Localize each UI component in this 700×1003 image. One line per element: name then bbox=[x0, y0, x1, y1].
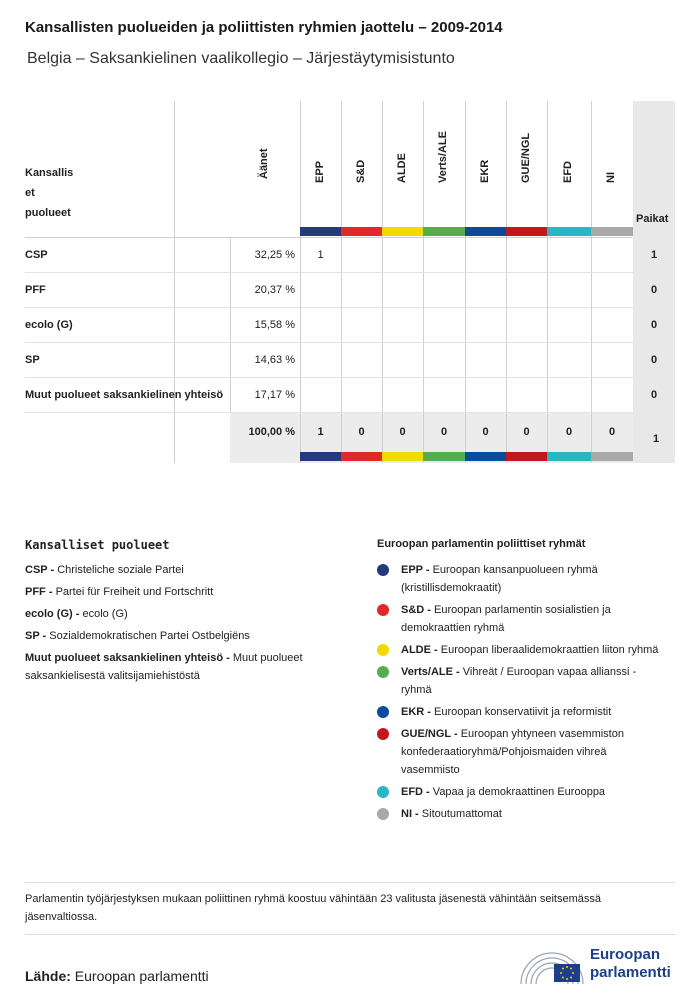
group-color-bar bbox=[341, 227, 382, 236]
group-header-ni: NI bbox=[605, 172, 617, 183]
column-divider bbox=[423, 101, 424, 463]
group-full-name: Euroopan parlamentin sosialistien ja demokraattien ryhmä bbox=[401, 604, 611, 634]
party-full-name: Muut puolueet saksankielisestä valitsijamiehistöstä bbox=[25, 652, 303, 682]
vote-share: 14,63 % bbox=[254, 353, 295, 366]
row-divider bbox=[25, 272, 633, 273]
group-full-name: Sitoutumattomat bbox=[421, 808, 502, 820]
group-color-dot bbox=[377, 604, 389, 616]
party-abbr: SP - bbox=[25, 630, 47, 642]
party-full-name: ecolo (G) bbox=[82, 608, 128, 620]
column-divider bbox=[547, 101, 548, 463]
seats-column-header: Paikat bbox=[636, 213, 669, 225]
group-header-alde: ALDE bbox=[395, 153, 408, 183]
logo-line-2: parlamentti bbox=[590, 964, 671, 981]
group-legend-item bbox=[377, 663, 667, 699]
party-legend-title: Kansalliset puolueet bbox=[25, 538, 170, 552]
party-abbr: PFF - bbox=[25, 586, 53, 598]
party-legend-item bbox=[25, 649, 345, 685]
group-color-dot bbox=[377, 808, 389, 820]
source-line bbox=[25, 968, 209, 984]
total-group-seats: 0 bbox=[523, 426, 530, 438]
group-legend-title: Euroopan parlamentin poliittiset ryhmät bbox=[377, 538, 586, 550]
page-subtitle: Belgia – Saksankielinen vaalikollegio – Järjestäytymisistunto bbox=[27, 50, 455, 67]
seat-count: 0 bbox=[650, 283, 658, 296]
vote-share: 32,25 % bbox=[254, 248, 295, 261]
page-title: Kansallisten puolueiden ja poliittisten ryhmien jaottelu – 2009-2014 bbox=[25, 19, 503, 36]
group-legend-item bbox=[377, 783, 667, 801]
group-color-dot bbox=[377, 728, 389, 740]
group-color-bar bbox=[547, 227, 591, 236]
vote-share: 15,58 % bbox=[254, 318, 295, 331]
seat-count: 0 bbox=[650, 388, 658, 401]
column-divider bbox=[382, 101, 383, 463]
party-name: CSP bbox=[25, 248, 48, 261]
group-legend-item bbox=[377, 601, 667, 637]
group-color-dot bbox=[377, 786, 389, 798]
hemicycle-icon bbox=[517, 944, 587, 988]
group-color-bar bbox=[465, 452, 506, 461]
parliament-logo bbox=[517, 944, 682, 988]
party-name: Muut puolueet saksankielinen yhteisö bbox=[25, 388, 224, 401]
party-full-name: Christeliche soziale Partei bbox=[57, 564, 184, 576]
party-abbr: ecolo (G) - bbox=[25, 608, 80, 620]
group-color-bar bbox=[382, 227, 423, 236]
group-header-ekr: EKR bbox=[478, 159, 491, 183]
group-legend-item bbox=[377, 641, 667, 659]
total-group-seats: 0 bbox=[358, 426, 365, 438]
group-full-name: Euroopan kansanpuolueen ryhmä (kristillisdemokraatit) bbox=[401, 564, 598, 594]
vote-share: 20,37 % bbox=[254, 283, 295, 296]
party-full-name: Partei für Freiheit und Fortschritt bbox=[55, 586, 214, 598]
source-value: Euroopan parlamentti bbox=[74, 968, 209, 984]
group-color-bar bbox=[465, 227, 506, 236]
total-group-seats: 1 bbox=[317, 426, 324, 438]
group-header-sd: S&D bbox=[354, 159, 367, 183]
divider bbox=[25, 882, 675, 883]
group-abbr: ALDE - bbox=[401, 644, 438, 656]
total-seats: 1 bbox=[652, 433, 660, 445]
party-legend-item bbox=[25, 605, 345, 623]
party-abbr: CSP - bbox=[25, 564, 55, 576]
group-abbr: EKR - bbox=[401, 706, 431, 718]
seat-count: 1 bbox=[650, 248, 658, 261]
group-abbr: EFD - bbox=[401, 786, 430, 798]
divider bbox=[25, 934, 675, 935]
group-color-bar bbox=[300, 227, 341, 236]
group-color-dot bbox=[377, 564, 389, 576]
group-color-bar bbox=[300, 452, 341, 461]
party-name: ecolo (G) bbox=[25, 318, 73, 331]
total-group-seats: 0 bbox=[482, 426, 489, 438]
total-group-seats: 0 bbox=[440, 426, 448, 438]
group-color-bar bbox=[382, 452, 423, 461]
group-color-bar bbox=[423, 452, 465, 461]
party-name: PFF bbox=[25, 283, 46, 296]
group-color-dot bbox=[377, 706, 389, 718]
row-divider bbox=[25, 342, 633, 343]
group-abbr: GUE/NGL - bbox=[401, 728, 458, 740]
group-legend-item bbox=[377, 725, 667, 779]
group-full-name: Euroopan konservatiivit ja reformistit bbox=[434, 706, 612, 718]
party-legend-item bbox=[25, 583, 345, 601]
logo-line-1: Euroopan bbox=[590, 946, 660, 963]
source-label: Lähde: bbox=[25, 968, 71, 984]
party-legend bbox=[25, 561, 345, 689]
group-header-epp: EPP bbox=[313, 160, 326, 183]
group-header-vertsale: Verts/ALE bbox=[437, 131, 449, 183]
group-legend-item bbox=[377, 703, 667, 721]
group-full-name: Euroopan liberaalidemokraattien liiton ryhmä bbox=[440, 644, 659, 656]
party-column-header: Kansallis et puolueet bbox=[25, 167, 74, 219]
group-header-guengl: GUE/NGL bbox=[519, 132, 532, 183]
group-legend-item bbox=[377, 561, 667, 597]
group-abbr: Verts/ALE - bbox=[401, 666, 460, 678]
total-group-seats: 0 bbox=[565, 426, 573, 438]
group-color-bar bbox=[506, 227, 547, 236]
group-color-bar bbox=[547, 452, 591, 461]
party-legend-item bbox=[25, 627, 345, 645]
column-divider bbox=[341, 101, 342, 463]
logo-text bbox=[590, 946, 671, 982]
group-color-bar bbox=[423, 227, 465, 236]
total-group-seats: 0 bbox=[399, 426, 406, 438]
party-abbr: Muut puolueet saksankielinen yhteisö - bbox=[25, 652, 230, 664]
group-abbr: EPP - bbox=[401, 564, 430, 576]
column-divider bbox=[300, 101, 301, 463]
vote-share: 17,17 % bbox=[254, 388, 295, 401]
group-full-name: Vapaa ja demokraattinen Eurooppa bbox=[432, 786, 606, 798]
group-color-bar bbox=[591, 452, 633, 461]
seat-count: 0 bbox=[650, 353, 658, 366]
rules-note: Parlamentin työjärjestyksen mukaan poliittinen ryhmä koostuu vähintään 23 valitusta jäsenestä vähintään seitsemässä jäsenvaltiossa. bbox=[25, 893, 601, 923]
group-abbr: S&D - bbox=[401, 604, 431, 616]
group-color-bar bbox=[506, 452, 547, 461]
group-header-efd: EFD bbox=[562, 161, 574, 183]
group-color-bar bbox=[591, 227, 633, 236]
group-color-dot bbox=[377, 644, 389, 656]
total-votes: 100,00 % bbox=[248, 426, 295, 438]
group-color-bar bbox=[341, 452, 382, 461]
column-divider bbox=[591, 101, 592, 463]
group-legend bbox=[377, 561, 667, 827]
column-divider bbox=[465, 101, 466, 463]
group-abbr: NI - bbox=[401, 808, 419, 820]
row-divider bbox=[25, 307, 633, 308]
party-legend-item bbox=[25, 561, 345, 579]
column-divider bbox=[506, 101, 507, 463]
group-full-name: Vihreät / Euroopan vapaa allianssi - ryhmä bbox=[401, 666, 637, 696]
results-table bbox=[25, 101, 675, 463]
group-legend-item bbox=[377, 805, 667, 823]
group-seat-count: 1 bbox=[317, 248, 324, 261]
group-color-dot bbox=[377, 666, 389, 678]
votes-column-header: Äänet bbox=[258, 148, 270, 179]
seat-count: 0 bbox=[650, 318, 658, 331]
party-full-name: Sozialdemokratischen Partei Ostbelgiëns bbox=[49, 630, 250, 642]
group-full-name: Euroopan yhtyneen vasemmiston konfederaatioryhmä/Pohjoismaiden vihreä vasemmisto bbox=[401, 728, 624, 776]
total-group-seats: 0 bbox=[608, 426, 616, 438]
party-name: SP bbox=[25, 353, 40, 366]
